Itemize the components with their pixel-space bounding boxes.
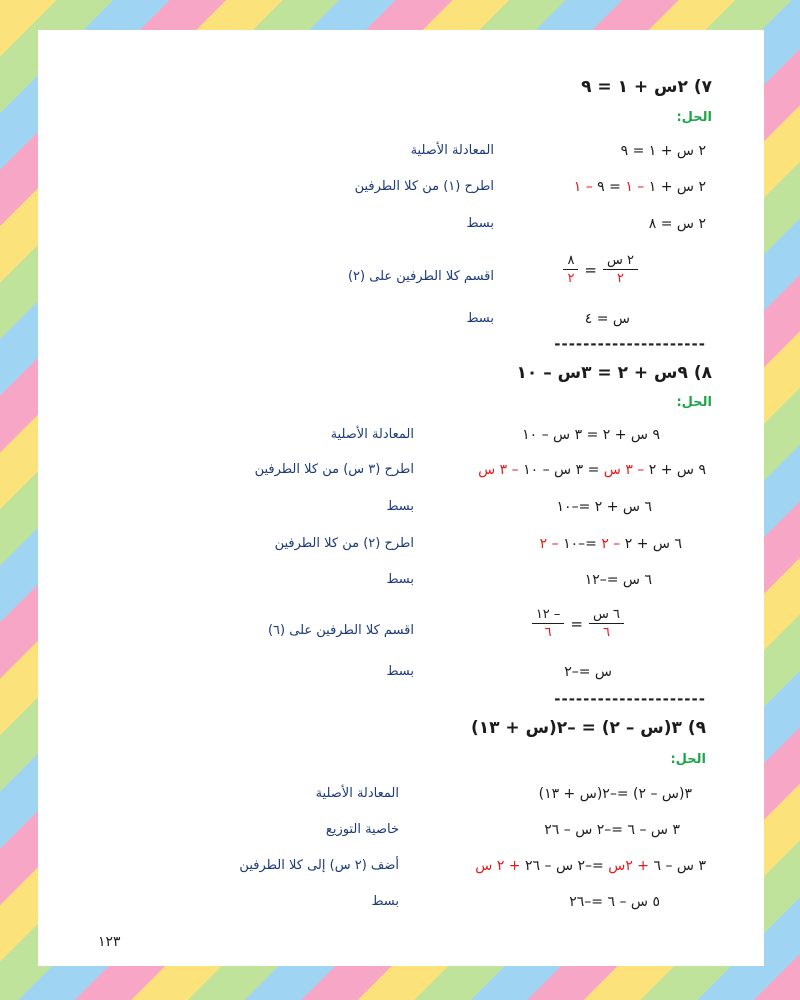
p7-step4-fraction-equation: $\frac{\text{٢ س}}{٢}$ = $\frac{٨}{٢}$ xyxy=(563,253,638,286)
p8-step6-explanation: اقسم كلا الطرفين على (٦) xyxy=(267,623,414,638)
p8-step6-fraction-equation: $\frac{\text{٦ س}}{٦}$ = $\frac{- ١٢}{٦}$ xyxy=(532,607,624,640)
p8-step1-equation: ٩ س + ٢ = ٣ س – ١٠ xyxy=(522,427,660,443)
p7-step3-explanation: بسط xyxy=(466,216,494,231)
p9-step3-explanation: أضف (٢ س) إلى كلا الطرفين xyxy=(239,858,399,873)
p8-step2-equation: ٩ س + ٢ – ٣ س = ٣ س – ١٠ – ٣ س xyxy=(478,462,706,478)
p8-step7-equation: س =–٢ xyxy=(564,664,612,680)
page xyxy=(38,30,764,966)
p8-step7-explanation: بسط xyxy=(386,664,414,679)
p9-step1-explanation: المعادلة الأصلية xyxy=(315,786,399,801)
p9-step2-explanation: خاصية التوزيع xyxy=(325,822,399,837)
divider-2: --------------------- xyxy=(554,690,706,708)
problem-9-solution-label: الحل: xyxy=(670,752,706,767)
p8-step5-explanation: بسط xyxy=(386,572,414,587)
p7-step5-explanation: بسط xyxy=(466,311,494,326)
p8-step1-explanation: المعادلة الأصلية xyxy=(330,427,414,442)
p9-step1-equation: ٣(س – ٢) =–٢(س + ١٣) xyxy=(538,786,692,802)
p9-step4-explanation: بسط xyxy=(371,894,399,909)
p8-step3-equation: ٦ س + ٢ =–١٠ xyxy=(556,499,652,515)
p7-step5-equation: س = ٤ xyxy=(584,311,630,327)
p7-step2-equation: ٢ س + ١ – ١ = ٩ – ١ xyxy=(573,179,706,195)
p7-step1-explanation: المعادلة الأصلية xyxy=(410,143,494,158)
p9-step3-equation: ٣ س – ٦ + ٢س =–٢ س – ٢٦ + ٢ س xyxy=(475,858,706,874)
p7-left-fraction: $\frac{\text{٢ س}}{٢}$ xyxy=(603,253,638,286)
problem-8-title: ٨) ٩س + ٢ = ٣س – ١٠ xyxy=(516,363,712,383)
p7-step4-explanation: اقسم كلا الطرفين على (٢) xyxy=(347,269,494,284)
p8-step4-explanation: اطرح (٢) من كلا الطرفين xyxy=(274,536,414,551)
p7-step1-equation: ٢ س + ١ = ٩ xyxy=(620,143,706,159)
p8-step2-explanation: اطرح (٣ س) من كلا الطرفين xyxy=(254,462,414,477)
p8-right-fraction: $\frac{- ١٢}{٦}$ xyxy=(532,607,565,640)
p7-step3-equation: ٢ س = ٨ xyxy=(648,216,706,232)
p9-step2-equation: ٣ س – ٦ =–٢ س – ٢٦ xyxy=(544,822,680,838)
p7-step2-explanation: اطرح (١) من كلا الطرفين xyxy=(354,179,494,194)
p8-left-fraction: $\frac{\text{٦ س}}{٦}$ xyxy=(589,607,624,640)
p9-step4-equation: ٥ س – ٦ =–٢٦ xyxy=(569,894,660,910)
problem-7-title: ٧) ٢س + ١ = ٩ xyxy=(581,77,712,97)
divider-1: --------------------- xyxy=(554,335,706,353)
p8-step5-equation: ٦ س =–١٢ xyxy=(584,572,652,588)
problem-9-title: ٩) ٣(س – ٢) = –٢(س + ١٣) xyxy=(470,718,706,738)
problem-7-solution-label: الحل: xyxy=(676,110,712,125)
p7-right-fraction: $\frac{٨}{٢}$ xyxy=(563,253,578,286)
problem-8-solution-label: الحل: xyxy=(676,395,712,410)
p8-step4-equation: ٦ س + ٢ – ٢ =–١٠ – ٢ xyxy=(539,536,682,552)
p8-step3-explanation: بسط xyxy=(386,499,414,514)
page-number: ١٢٣ xyxy=(98,934,121,950)
